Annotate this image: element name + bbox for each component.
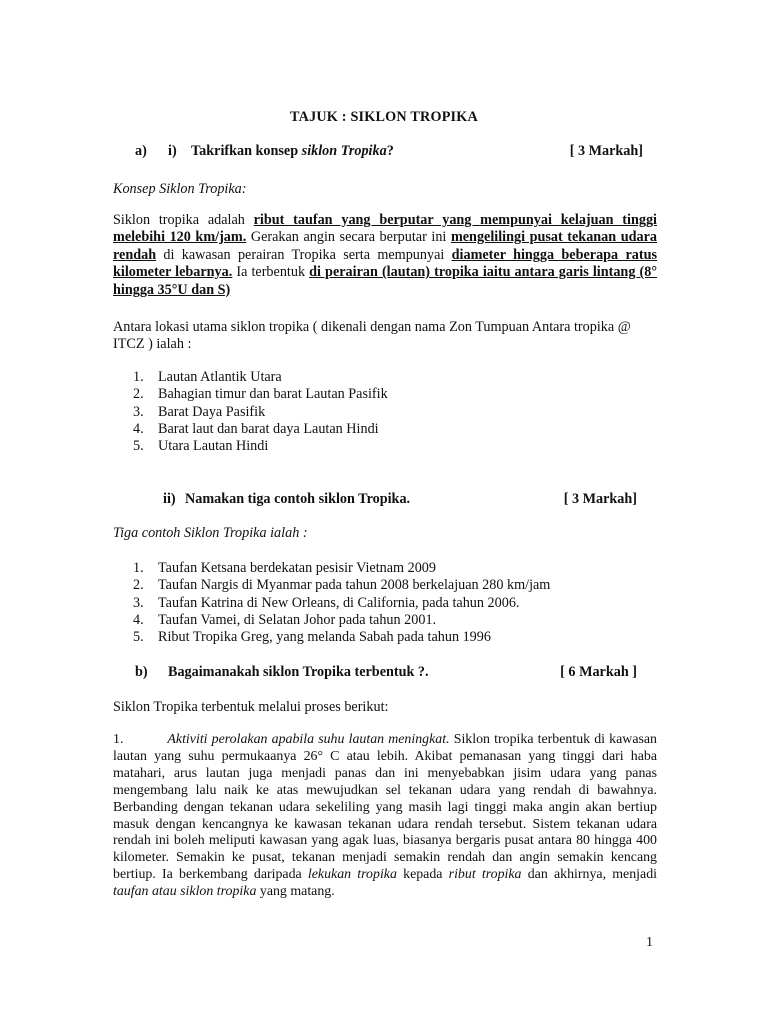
lokasi-list — [113, 369, 657, 455]
question-text: Takrifkan konsep siklon Tropika? — [191, 143, 394, 159]
list-item: 4. Taufan Vamei, di Selatan Johor pada tahun 2001. — [133, 611, 437, 628]
contoh-heading: Tiga contoh Siklon Tropika ialah : — [113, 525, 308, 541]
question-label: b) — [135, 664, 148, 680]
page-number: 1 — [646, 935, 653, 950]
question-sub-label: i) — [168, 143, 177, 159]
question-text: Namakan tiga contoh siklon Tropika. — [185, 491, 411, 507]
list-item: 1. Lautan Atlantik Utara — [133, 369, 282, 385]
konsep-heading: Konsep Siklon Tropika: — [113, 181, 247, 197]
lokasi-intro: Antara lokasi utama siklon tropika ( dikenali dengan nama Zon Tumpuan Antara tropika @ ITCZ ) ialah : — [113, 319, 631, 353]
question-label: a) — [135, 143, 147, 159]
list-item: 1. Taufan Ketsana berdekatan pesisir Vietnam 2009 — [133, 560, 436, 576]
contoh-list — [113, 560, 657, 646]
question-marks: [ 3 Markah] — [563, 491, 637, 507]
list-item: 3. Barat Daya Pasifik — [133, 403, 266, 420]
question-sub-label: ii) — [163, 491, 176, 507]
paragraph-number: 1. — [113, 732, 124, 747]
list-item: 4. Barat laut dan barat daya Lautan Hindi — [133, 420, 379, 437]
page-title: TAJUK : SIKLON TROPIKA — [290, 109, 478, 125]
question-marks: [ 6 Markah ] — [560, 664, 637, 680]
proses-paragraph-1: 1. Aktiviti perolakan apabila suhu lautan meningkat. Siklon tropika terbentuk di kawasan lautan yang suhu permukaanya 26° C atau lebih. Akibat pemanasan yang tinggi dari haba matahari, arus lautan juga menjadi panas dan ini menyebabkan jisim udara yang panas mengembang lalu naik ke atas mewujudkan sel tekanan udara yang rendah di bawahnya. Berbanding dengan tekanan udara sekeliling yang masih lagi tinggi maka angin akan bertiup masuk dengan kencangnya ke kawasan tekanan udara rendah tersebut. Sistem tekanan udara rendah ini boleh meliputi kawasan yang agak luas, biasanya bergaris pusat antara 80 hingga 400 kilometer. Semakin ke pusat, tekanan menjadi semakin rendah dan angin semakin kencang bertiup. Ia berkembang daripada lekukan tropika kepada ribut tropika dan akhirnya, menjadi taufan atau siklon tropika yang matang. — [113, 732, 657, 900]
proses-intro: Siklon Tropika terbentuk melalui proses berikut: — [113, 699, 389, 715]
question-marks: [ 3 Markah] — [569, 143, 643, 159]
definition-paragraph: Siklon tropika adalah ribut taufan yang berputar yang mempunyai kelajuan tinggi melebihi 120 km/jam. Gerakan angin secara berputar ini mengelilingi pusat tekanan udara rendah di kawasan perairan Tropika serta mempunyai diameter hingga beberapa ratus kilometer lebarnya. Ia terbentuk di perairan (lautan) tropika iaitu antara garis lintang (8° hingga 35°U dan S) — [113, 212, 657, 298]
question-text: Bagaimanakah siklon Tropika terbentuk ?. — [168, 664, 429, 680]
list-item: 5. Utara Lautan Hindi — [133, 438, 269, 455]
list-item: 3. Taufan Katrina di New Orleans, di California, pada tahun 2006. — [133, 594, 520, 611]
list-item: 5. Ribut Tropika Greg, yang melanda Sabah pada tahun 1996 — [133, 629, 491, 646]
list-item: 2. Taufan Nargis di Myanmar pada tahun 2008 berkelajuan 280 km/jam — [133, 577, 551, 594]
list-item: 2. Bahagian timur dan barat Lautan Pasifik — [133, 386, 388, 403]
